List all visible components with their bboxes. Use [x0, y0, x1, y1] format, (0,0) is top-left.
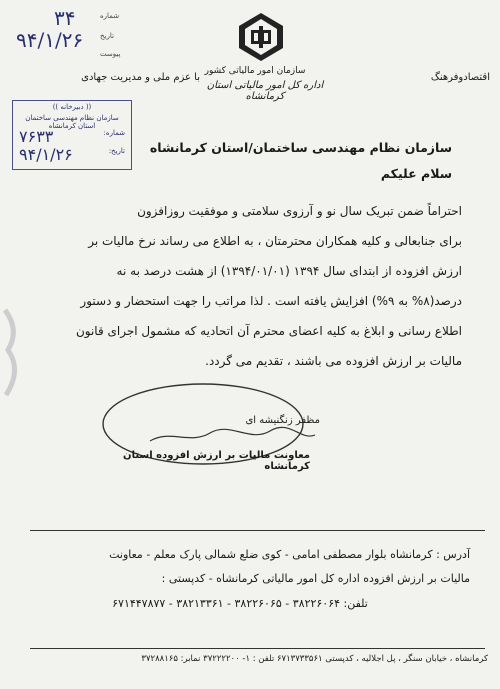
ref-attachment-label: پیوست: [100, 50, 121, 58]
bottom-address: کرمانشاه ، خیابان سنگر ، پل اجلالیه ، کدپستی ۶۷۱۳۷۳۳۵۶۱ تلفن : ۱- ۳۷۲۲۲۲۰۰ نمابر: ۳۷۲۸۸۱۶۵: [141, 654, 488, 664]
body-line: مالیات بر ارزش افزوده می باشند ، تقدیم می گردد.: [205, 354, 462, 368]
ref-number-label: شماره: [100, 12, 120, 20]
divider: [30, 648, 485, 649]
slogan-left: با عزم ملی و مدیریت جهادی: [81, 72, 200, 83]
body-line: احتراماً ضمن تبریک سال نو و آرزوی سلامتی و موفقیت روزافزون: [137, 204, 462, 218]
signatory-title: معاونت مالیات بر ارزش افزوده استان کرمانشاه: [123, 450, 310, 472]
signature-scribble: [140, 425, 320, 449]
stamp-number: ۷۶۳۳: [19, 127, 54, 146]
stamp-title: (( دبیرخانه )): [52, 103, 92, 111]
phone-numbers: ۶۷۱۴۴۷۸۷۷ - تلفن: ۳۸۲۲۶۰۶۴ - ۳۸۲۲۶۰۶۵ - ۳۸۲۱۳۳۶۱: [112, 597, 368, 610]
signatory-name: مظفر زنگنیشه ای: [245, 415, 320, 426]
address-line2: مالیات بر ارزش افزوده اداره کل امور مالیاتی کرمانشاه - کدپستی :: [161, 572, 470, 585]
body-line: اطلاع رسانی و ابلاغ به کلیه اعضای محترم آن اتحادیه که مشمول اجرای قانون: [75, 324, 462, 338]
ref-date: ۹۴/۱/۲۶: [16, 28, 84, 52]
ref-date-label: تاریخ: [100, 32, 114, 40]
body-line: برای جنابعالی و کلیه همکاران محترمتان ، به اطلاع می رساند نرخ مالیات بر: [88, 234, 462, 248]
letter-body: [32, 196, 462, 376]
reference-block: [8, 6, 121, 61]
body-line: درصد(۸% به ۹%) افزایش یافته است . لذا مراتب را جهت استحضار و دستور: [80, 294, 462, 308]
org-name-line2: اداره کل امور مالیاتی استان کرمانشاه: [206, 80, 324, 102]
address-line1: آدرس : کرمانشاه بلوار مصطفی امامی - کوی ضلع شمالی پارک معلم - معاونت: [109, 548, 470, 561]
stamp-org: سازمان نظام مهندسی ساختمان استان کرمانشاه: [25, 114, 119, 130]
stamp-number-label: شماره:: [103, 129, 125, 137]
stamp-date-label: تاریخ:: [108, 147, 125, 155]
greeting: سلام علیکم: [380, 166, 452, 181]
divider: [30, 530, 485, 531]
ref-number: ۳۴: [54, 6, 76, 30]
recipient: سازمان نظام مهندسی ساختمان/استان کرمانشاه: [149, 140, 452, 155]
stamp-date: ۹۴/۱/۲۶: [19, 145, 73, 164]
watermark-mark: [0, 300, 30, 400]
org-name-line1: سازمان امور مالیاتی کشور: [204, 66, 306, 76]
slogan-right: اقتصادوفرهنگ: [430, 72, 490, 83]
tax-organization-logo: [238, 12, 284, 62]
body-line: ارزش افزوده از ابتدای سال ۱۳۹۴ (۱۳۹۴/۰۱/۰۱) از هشت درصد به نه: [116, 264, 462, 278]
secretariat-stamp: [12, 100, 132, 170]
